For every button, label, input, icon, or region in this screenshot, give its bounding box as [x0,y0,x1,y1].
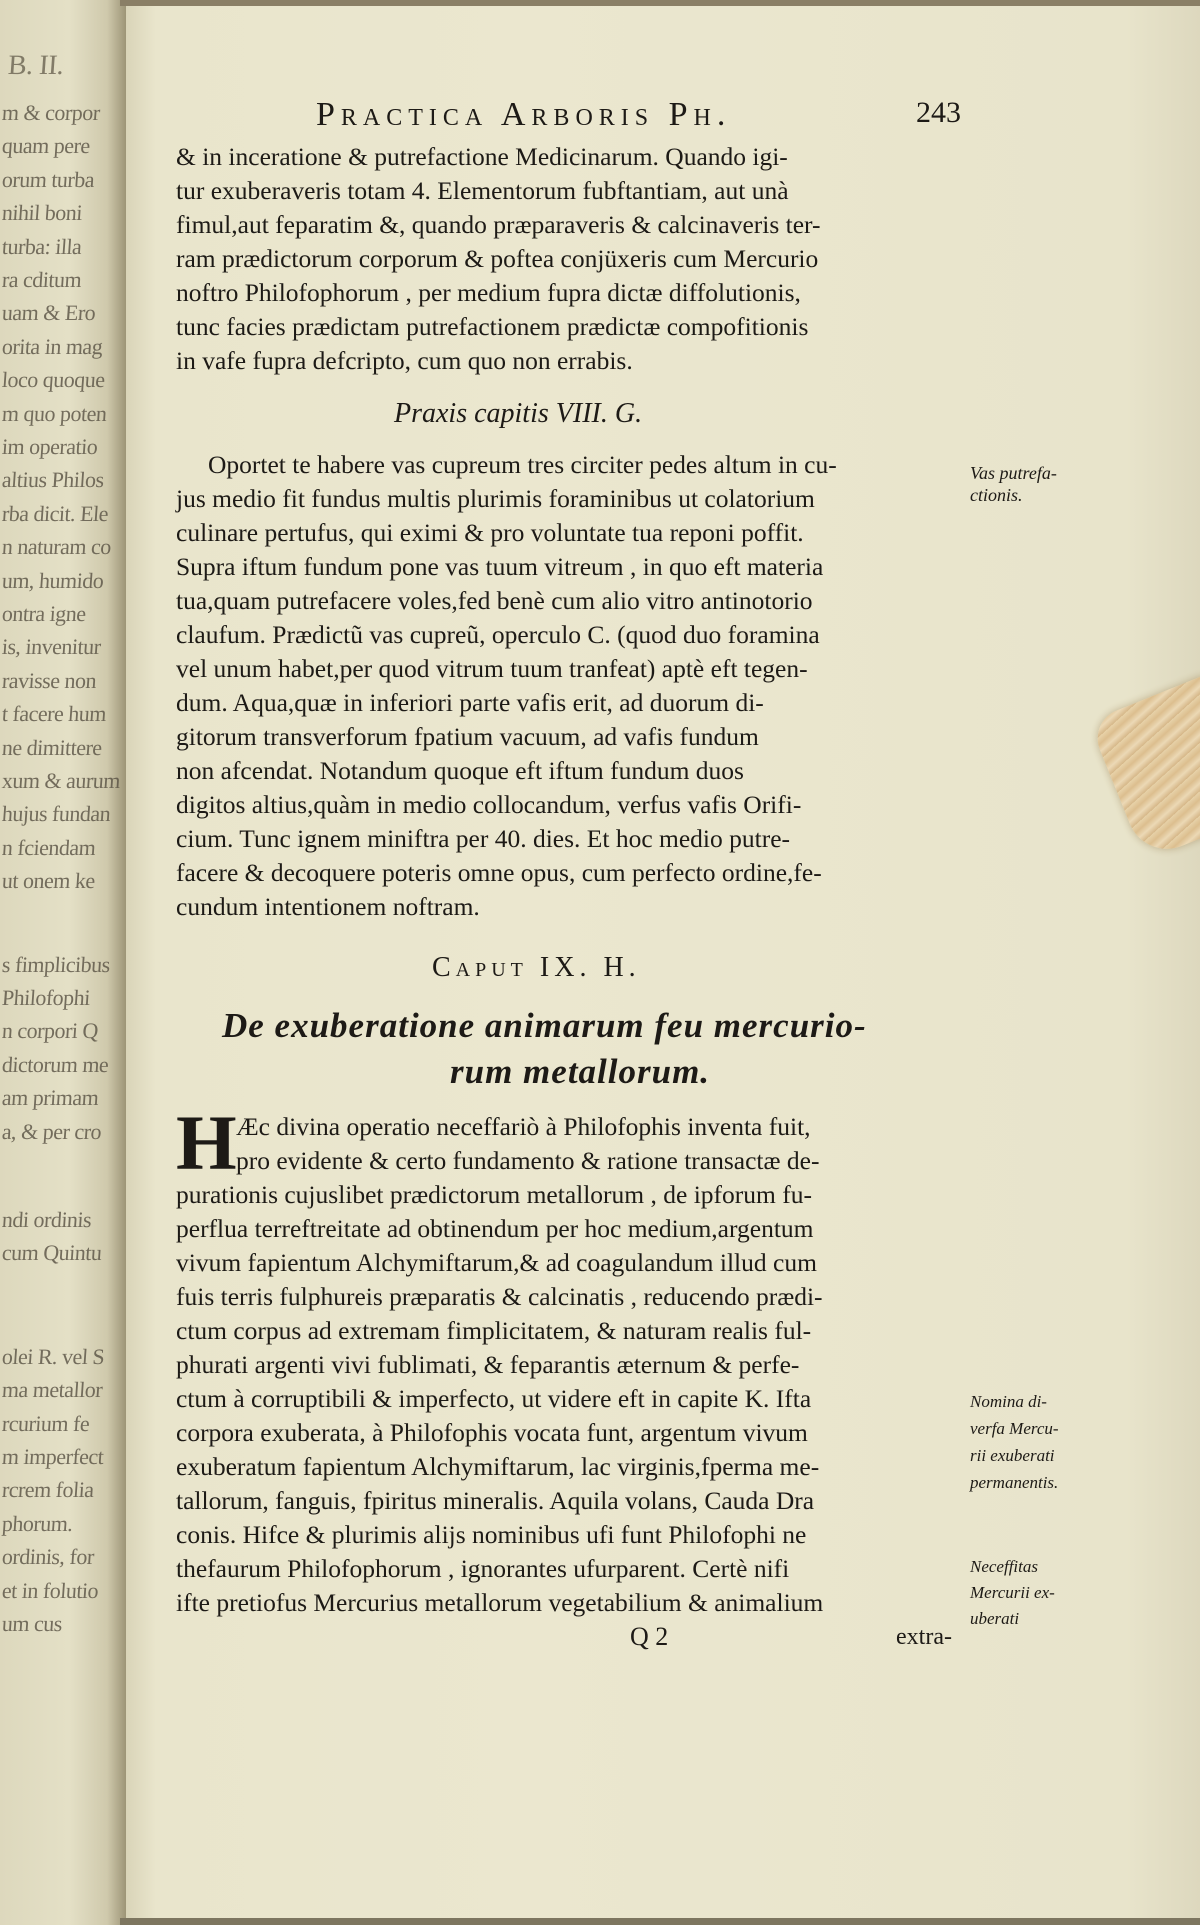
text-line: tua,quam putrefacere voles,fed benè cum alio vitro antinotorio [176,586,813,615]
text-line: cundum intentionem noftram. [176,892,480,921]
facing-page-fragment: rba dicit. Ele [1,500,109,526]
text-line: corpora exuberata, à Philofophis vocata funt, argentum vivum [176,1418,808,1447]
marginal-note-vas-putrefactionis [970,462,1057,506]
facing-page-fragment: n corpori Q [1,1018,99,1044]
text-line: tallorum, fanguis, fpiritus mineralis. Aquila volans, Cauda Dra [176,1486,815,1515]
praxis-heading: Praxis capitis VIII. G. [394,398,643,429]
text-line: fuis terris fulphureis præparatis & calcinatis , reducendo prædi- [176,1282,823,1311]
facing-page-chapter-ref: B. II. [6,50,65,81]
text-line: non afcendat. Notandum quoque eft iftum fundum duos [176,756,744,785]
text-line: tur exuberaveris totam 4. Elementorum fubftantiam, aut unà [176,176,789,205]
facing-page-fragment: loco quoque [1,367,106,393]
signature-mark: Q 2 [630,1622,669,1651]
facing-page-fragment: ravisse non [1,667,98,693]
text-line: thefaurum Philofophorum , ignorantes ufurparent. Certè nifi [176,1554,790,1583]
marginal-note-line: uberati [970,1609,1020,1628]
text-line: jus medio fit fundus multis plurimis foraminibus ut colatorium [176,484,815,513]
text-line: vel unum habet,per quod vitrum tuum tranfeat) aptè eft tegen- [176,654,808,683]
facing-page-fragment: rcurium fe [1,1410,91,1436]
text-line: & in inceratione & putrefactione Medicinarum. Quando igi- [176,142,788,171]
facing-page-fragment: s fimplicibus [1,951,111,977]
facing-page-fragment: ma metallor [1,1377,104,1403]
facing-page-fragment: t facere hum [1,701,107,727]
text-line: in vafe fupra defcripto, cum quo non errabis. [176,346,633,375]
marginal-note-line: Neceffitas [970,1557,1038,1576]
text-line: vivum fapientum Alchymiftarum,& ad coagulandum illud cum [176,1248,817,1277]
facing-page-fragment: m & corpor [1,100,101,125]
text-line: digitos altius,quàm in medio collocandum, verfus vafis Orifi- [176,790,802,819]
facing-page-fragment: m quo poten [1,400,108,426]
facing-page-fragment: um, humido [1,567,105,593]
facing-page-fragment: is, invenitur [1,634,102,660]
text-line: phurati argenti vivi fublimati, & feparantis æternum & perfe- [176,1350,800,1379]
text-line: cium. Tunc ignem miniftra per 40. dies. Et hoc medio putre- [176,824,791,853]
chapter-title-line-2: rum metallorum. [450,1052,711,1091]
facing-page-fragment: rcrem folia [1,1477,95,1503]
marginal-note-line: Mercurii ex- [970,1583,1055,1602]
marginal-note-line: ctionis. [970,485,1023,505]
marginal-note-line: rii exuberati [970,1446,1055,1465]
facing-page-fragment: ne dimittere [1,734,103,760]
facing-page-fragment: n fciendam [1,834,97,860]
text-line: ctum à corruptibili & imperfecto, ut videre eft in capite K. Ifta [176,1384,812,1413]
text-line: claufum. Prædictũ vas cupreũ, operculo C. (quod duo foramina [176,620,820,649]
marginal-note-line: Nomina di- [970,1392,1047,1411]
facing-page-fragment: a, & per cro [1,1118,102,1144]
facing-page-fragment: ra cditum [1,267,83,292]
facing-page-fragment: phorum. [1,1510,74,1536]
facing-page-fragment: im operatio [1,434,99,459]
catchword: extra- [896,1624,952,1650]
running-head-title: Practica Arboris Ph. [316,96,732,133]
text-line: ifte pretiofus Mercurius metallorum vegetabilium & animalium [176,1588,824,1617]
text-line: ctum corpus ad extremam fimplicitatem, & naturam realis ful- [176,1316,812,1345]
facing-page-fragment: um cus [1,1611,63,1636]
text-line: perflua terreftreitate ad obtinendum per hoc medium,argentum [176,1214,814,1243]
text-line: fimul,aut feparatim &, quando præparaveris & calcinaveris ter- [176,210,821,239]
page-number: 243 [916,96,961,129]
facing-page-fragment: m imperfect [1,1444,105,1469]
drop-cap: H [176,1099,237,1186]
facing-page-fragment: ut onem ke [1,868,96,894]
facing-page-fragment: ndi ordinis [1,1207,93,1232]
facing-page-fragment: cum Quintu [1,1240,103,1266]
text-line: exuberatum fapientum Alchymiftarum, lac virginis,fperma me- [176,1452,820,1481]
facing-page-fragment: orita in mag [1,333,104,359]
facing-page-fragment: olei R. vel S [1,1343,106,1369]
facing-page-fragment: xum & aurum [1,768,121,793]
caput-heading: Caput IX. H. [432,952,641,983]
facing-page-fragment: orum turba [1,166,96,192]
facing-page-fragment: altius Philos [1,467,105,493]
facing-page-fragment: hujus fundan [1,801,112,827]
facing-page-fragment: dictorum me [1,1051,110,1077]
marginal-note-necessitas [970,1554,1055,1632]
facing-page-fragment: Philofophi [1,985,91,1010]
text-line: pro evidente & certo fundamento & ratione transactæ de- [236,1146,820,1175]
facing-page-fragment: et in folutio [1,1577,100,1603]
marginal-note-line: permanentis. [970,1473,1059,1492]
text-line: tunc facies prædictam putrefactionem prædictæ compofitionis [176,312,809,341]
page-top-edge [120,0,1200,6]
marginal-note-line: verfa Mercu- [970,1419,1059,1438]
facing-page-fragment: n naturam co [1,534,112,560]
facing-page-fragment: uam & Ero [1,300,97,326]
text-line: Æc divina operatio neceffariò à Philofophis inventa fuit, [236,1112,811,1141]
marginal-note-nomina [970,1388,1059,1496]
text-line: culinare pertufus, qui eximi & pro voluntate tua reponi poffit. [176,518,804,547]
facing-page-fragment: ontra igne [1,601,87,626]
facing-page-fragment: turba: illa [1,233,83,259]
text-line: facere & decoquere poteris omne opus, cum perfecto ordine,fe- [176,858,822,887]
text-line: gitorum transverforum fpatium vacuum, ad vafis fundum [176,722,759,751]
facing-page-fragment: quam pere [1,133,91,159]
page-bottom-edge [120,1918,1200,1925]
chapter-title-line-1: De exuberatione animarum feu mercurio- [222,1006,867,1045]
text-line: Oportet te habere vas cupreum tres circiter pedes altum in cu- [208,450,837,479]
facing-page [0,0,126,1925]
marginal-note-line: Vas putrefa- [970,463,1057,483]
facing-page-fragment: am primam [1,1085,100,1111]
text-line: purationis cujuslibet prædictorum metallorum , de ipforum fu- [176,1180,812,1209]
facing-page-fragment: ordinis, for [1,1544,95,1570]
text-line: dum. Aqua,quæ in inferiori parte vafis erit, ad duorum di- [176,688,764,717]
text-line: Supra iftum fundum pone vas tuum vitreum , in quo eft materia [176,552,824,581]
text-line: conis. Hifce & plurimis alijs nominibus ufi funt Philofophi ne [176,1520,807,1549]
text-line: noftro Philofophorum , per medium fupra dictæ diffolutionis, [176,278,801,307]
text-line: ram prædictorum corporum & poftea conjüxeris cum Mercurio [176,244,819,273]
facing-page-fragment: nihil boni [1,200,83,226]
